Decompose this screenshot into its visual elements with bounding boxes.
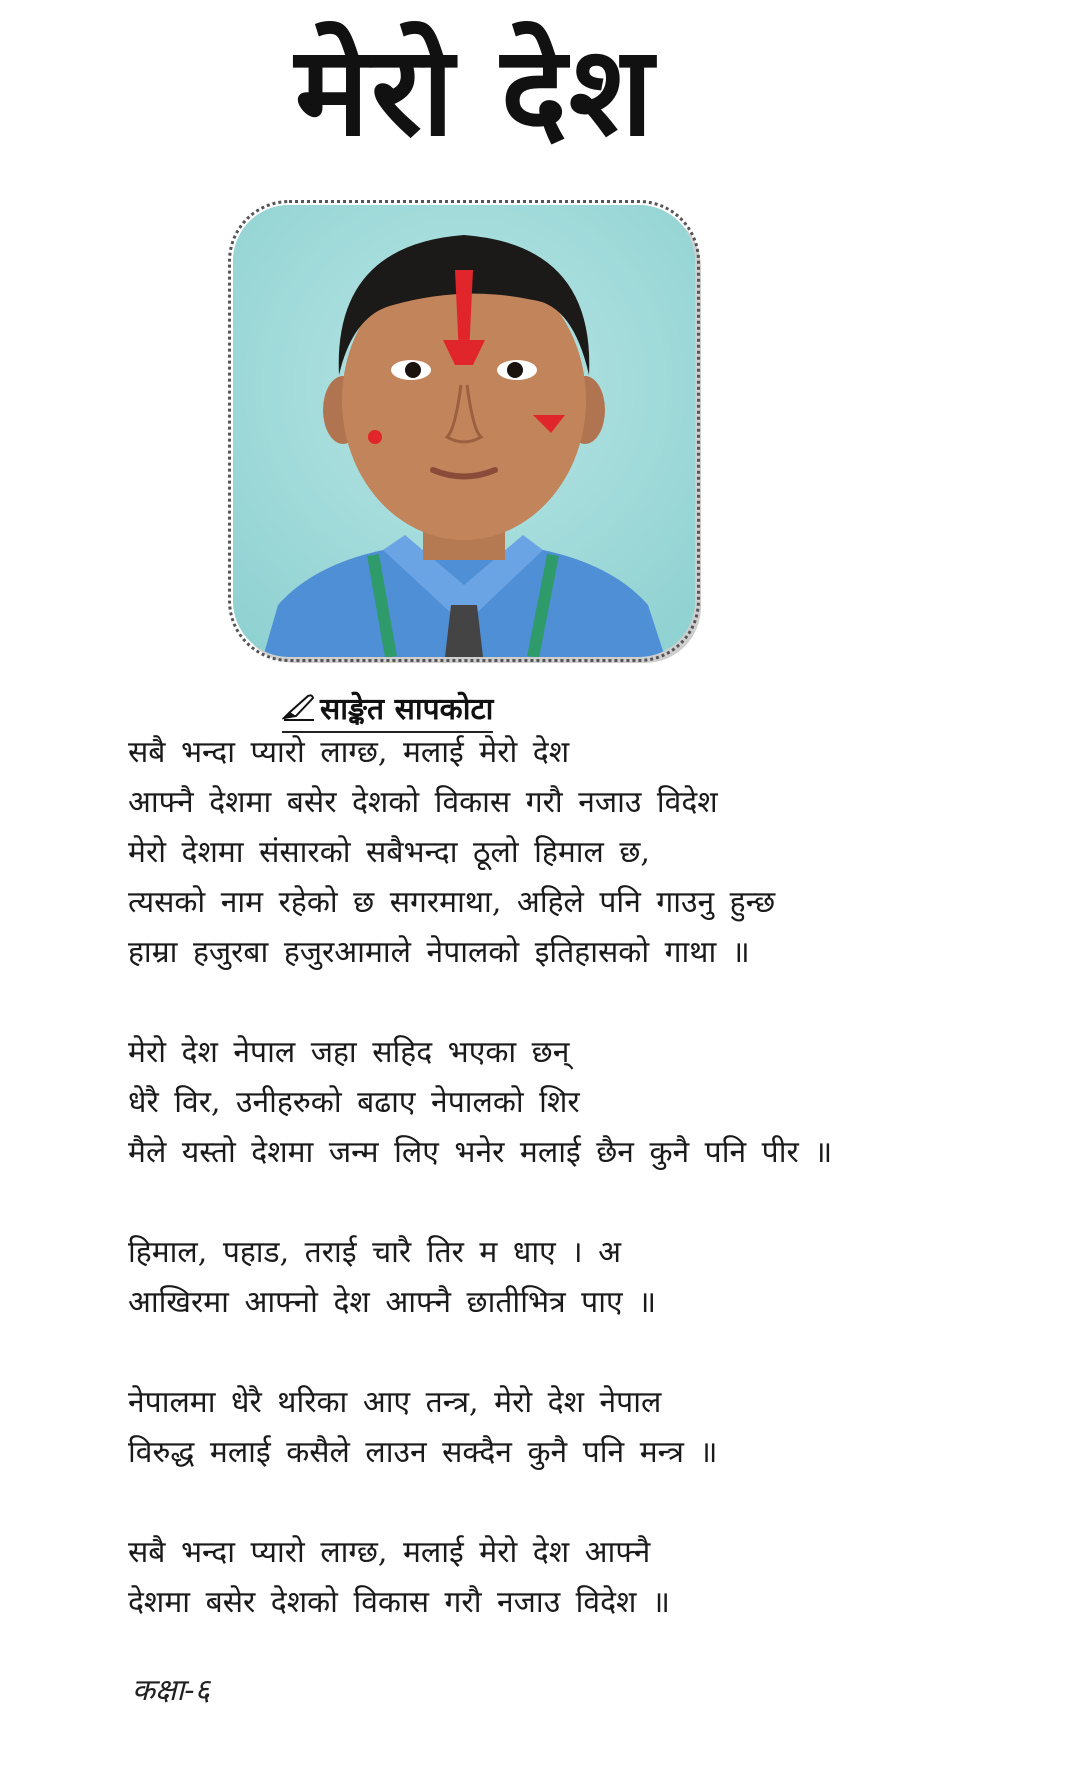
- student-photo: [233, 205, 695, 657]
- poem-line: त्यसको नाम रहेको छ सगरमाथा, अहिले पनि गाउनु हुन्छ: [128, 885, 776, 920]
- poem-line: आफ्नै देशमा बसेर देशको विकास गरौ नजाउ विदेश: [128, 785, 718, 820]
- poem-body: [128, 728, 1028, 1628]
- stanza-3: [128, 1228, 1028, 1328]
- poem-line: देशमा बसेर देशको विकास गरौ नजाउ विदेश ॥: [128, 1585, 670, 1620]
- poem-line: हाम्रा हजुरबा हजुरआमाले नेपालको इतिहासको गाथा ॥: [128, 935, 750, 970]
- poem-line: सबै भन्दा प्यारो लाग्छ, मलाई मेरो देश आफ्नै: [128, 1535, 651, 1570]
- author-name: साङ्केत सापकोटा: [320, 691, 494, 727]
- stanza-2: [128, 1028, 1028, 1178]
- stanza-4: [128, 1378, 1028, 1478]
- poem-line: मेरो देश नेपाल जहा सहिद भएका छन्: [128, 1035, 570, 1070]
- author-byline: [282, 685, 493, 733]
- poem-title: मेरो देश: [294, 20, 656, 164]
- poem-line: धेरै विर, उनीहरुको बढाए नेपालको शिर: [128, 1085, 580, 1120]
- poem-line: सबै भन्दा प्यारो लाग्छ, मलाई मेरो देश: [128, 735, 570, 770]
- poem-line: मेरो देशमा संसारको सबैभन्दा ठूलो हिमाल छ,: [128, 835, 650, 870]
- stanza-1: [128, 728, 1028, 978]
- stanza-5: [128, 1528, 1028, 1628]
- poem-line: नेपालमा धेरै थरिका आए तन्त्र, मेरो देश नेपाल: [128, 1385, 662, 1420]
- poem-line: विरुद्ध मलाई कसैले लाउन सक्दैन कुनै पनि मन्त्र ॥: [128, 1435, 718, 1470]
- poem-line: आखिरमा आफ्नो देश आफ्नै छातीभित्र पाए ॥: [128, 1285, 657, 1320]
- grade-label: कक्षा-६: [132, 1673, 211, 1708]
- poem-line: हिमाल, पहाड, तराई चारै तिर म धाए । अ: [128, 1235, 622, 1270]
- pen-icon: [282, 692, 316, 722]
- poem-line: मैले यस्तो देशमा जन्म लिए भनेर मलाई छैन कुनै पनि पीर ॥: [128, 1135, 833, 1170]
